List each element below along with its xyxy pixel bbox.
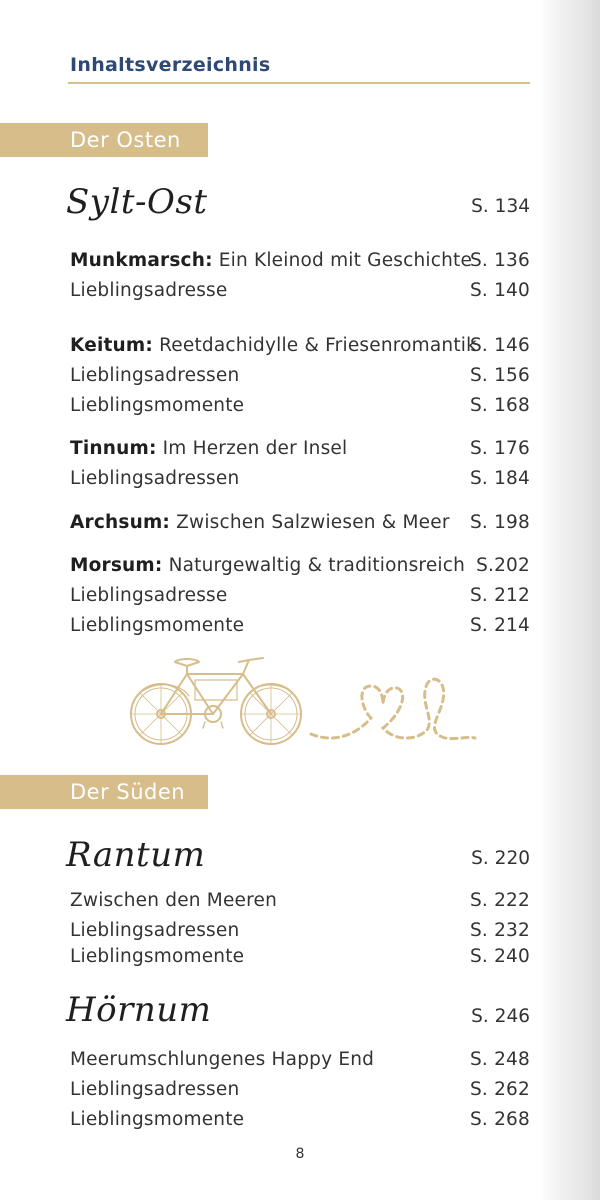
toc-entry[interactable] bbox=[70, 365, 530, 391]
toc-entry[interactable] bbox=[70, 395, 530, 421]
entry-page: S. 176 bbox=[469, 438, 530, 459]
chapter-title-hoernum: Hörnum bbox=[66, 990, 212, 1030]
toc-entry[interactable] bbox=[70, 585, 530, 611]
entry-text: Lieblingsadressen bbox=[70, 920, 240, 941]
entry-page: S. 146 bbox=[469, 335, 530, 356]
entry-text: Lieblingsmomente bbox=[70, 615, 245, 636]
toc-entry[interactable] bbox=[70, 890, 530, 916]
entry-text: Meerumschlungenes Happy End bbox=[70, 1049, 375, 1070]
chapter-title-sylt-ost: Sylt-Ost bbox=[66, 182, 208, 222]
page-number: 8 bbox=[295, 1146, 305, 1162]
toc-entry[interactable] bbox=[70, 280, 530, 306]
place-name: Tinnum: bbox=[70, 438, 157, 459]
place-name: Archsum: bbox=[70, 512, 171, 533]
toc-entry[interactable] bbox=[70, 512, 530, 538]
heading-rule bbox=[68, 82, 530, 84]
entry-page: S. 222 bbox=[469, 890, 530, 911]
chapter-page-sylt-ost[interactable]: S. 134 bbox=[471, 196, 530, 217]
entry-page: S. 268 bbox=[469, 1109, 530, 1130]
entry-text: Ein Kleinod mit Geschichte bbox=[212, 250, 473, 271]
place-name: Munkmarsch: bbox=[70, 250, 213, 271]
section-band-east: Der Osten bbox=[0, 123, 208, 157]
toc-entry[interactable] bbox=[70, 555, 530, 581]
toc-entry[interactable] bbox=[70, 1079, 530, 1105]
entry-text: Lieblingsadressen bbox=[70, 365, 240, 386]
entry-text: Lieblingsadressen bbox=[70, 468, 240, 489]
chapter-title-rantum: Rantum bbox=[66, 835, 206, 875]
entry-page: S. 212 bbox=[469, 585, 530, 606]
entry-text: Lieblingsadresse bbox=[70, 585, 228, 606]
entry-text: Im Herzen der Insel bbox=[156, 438, 348, 459]
entry-text: Lieblingsmomente bbox=[70, 395, 245, 416]
entry-page: S. 136 bbox=[469, 250, 530, 271]
toc-entry[interactable] bbox=[70, 920, 530, 946]
entry-page: S. 214 bbox=[469, 615, 530, 636]
entry-page: S. 140 bbox=[469, 280, 530, 301]
entry-page: S. 232 bbox=[469, 920, 530, 941]
entry-text: Lieblingsmomente bbox=[70, 946, 245, 967]
entry-page: S. 262 bbox=[469, 1079, 530, 1100]
toc-entry[interactable] bbox=[70, 1109, 530, 1135]
entry-page: S. 198 bbox=[469, 512, 530, 533]
toc-entry[interactable] bbox=[70, 335, 530, 361]
entry-text: Naturgewaltig & traditionsreich bbox=[162, 555, 466, 576]
place-name: Morsum: bbox=[70, 555, 163, 576]
entry-page: S. 168 bbox=[469, 395, 530, 416]
entry-page: S. 156 bbox=[469, 365, 530, 386]
entry-text: Reetdachidylle & Friesenromantik bbox=[153, 335, 478, 356]
section-band-south: Der Süden bbox=[0, 775, 208, 809]
chapter-page-rantum[interactable]: S. 220 bbox=[471, 848, 530, 869]
chapter-page-hoernum[interactable]: S. 246 bbox=[471, 1006, 530, 1027]
toc-entry[interactable] bbox=[70, 615, 530, 641]
entry-page: S.202 bbox=[476, 555, 530, 576]
place-name: Keitum: bbox=[70, 335, 153, 356]
toc-entry[interactable] bbox=[70, 438, 530, 464]
entry-text: Zwischen Salzwiesen & Meer bbox=[170, 512, 450, 533]
toc-entry[interactable] bbox=[70, 946, 530, 972]
toc-entry[interactable] bbox=[70, 468, 530, 494]
entry-text: Zwischen den Meeren bbox=[70, 890, 278, 911]
bicycle-hearts-illustration bbox=[125, 652, 477, 752]
entry-page: S. 184 bbox=[469, 468, 530, 489]
toc-entry[interactable] bbox=[70, 250, 530, 276]
entry-text: Lieblingsadresse bbox=[70, 280, 228, 301]
page-heading: Inhaltsverzeichnis bbox=[70, 54, 271, 76]
entry-text: Lieblingsadressen bbox=[70, 1079, 240, 1100]
entry-page: S. 248 bbox=[469, 1049, 530, 1070]
toc-entry[interactable] bbox=[70, 1049, 530, 1075]
entry-page: S. 240 bbox=[469, 946, 530, 967]
entry-text: Lieblingsmomente bbox=[70, 1109, 245, 1130]
